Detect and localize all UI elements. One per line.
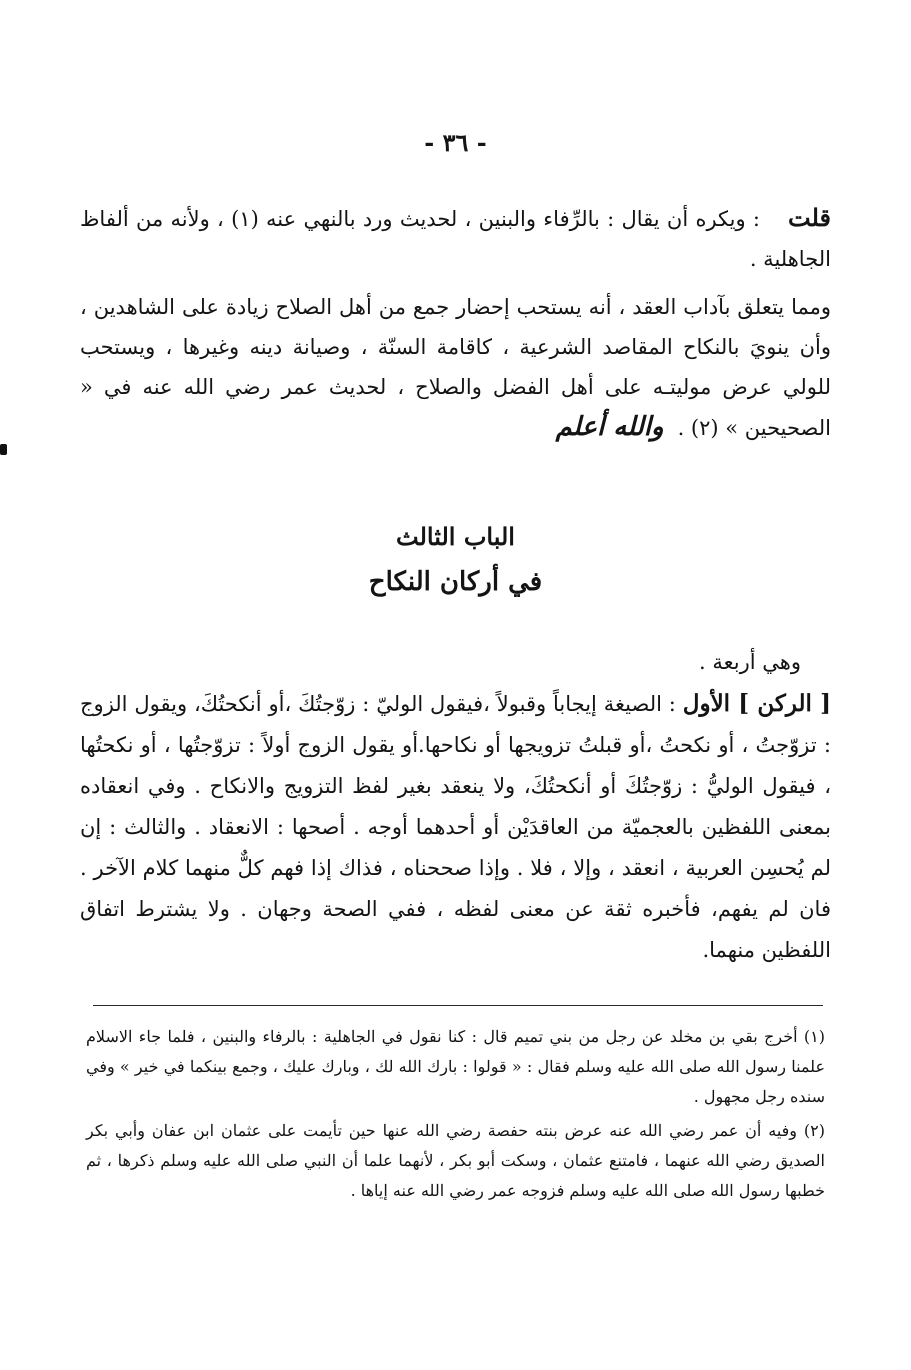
closing-phrase: والله أعلم (555, 412, 664, 442)
chapter-subtitle: في أركان النكاح (368, 567, 543, 597)
paragraph-text: : ويكره أن يقال : بالرِّفاء والبنين ، لحديث ورد بالنهي عنه (١) ، ولأنه من ألفاظ الجاهلية . (80, 207, 831, 271)
margin-mark (0, 444, 7, 455)
pillar-text: : الصيغة إيجاباً وقبولاً ،فيقول الوليّ : زوّجتُكَ ،أو أنكحتُكَ، ويقول الزوج : تزوّجتُ ، أو نكحتُ ،أو قبلتُ تزويجها أو نكاحها.أو يقول الزوج أولاً : تزوّجتُها ، أو نكحتُها ، فيقول الوليُّ : زوّجتُكَ أو أنكحتُكَ، ولا ينعقد بغير لفظ التزويج والانكاح . وفي انعقاده بمعنى اللفظين بالعجميّة من العاقدَيْن أو أحدهما أوجه . أصحها : الانعقاد . والثالث : إن لم يُحسِن العربية ، انعقد ، وإلا ، فلا . وإذا صححناه ، فذاك إذا فهم كلٌّ منهما كلام الآخر . فان لم يفهم، فأخبره ثقة عن معنى لفظه ، ففي الصحة وجهان . ولا يشترط اتفاق اللفظين منهما. (80, 692, 831, 962)
paragraph-contract-etiquette (80, 287, 831, 448)
paragraph-text: ومما يتعلق بآداب العقد ، أنه يستحب إحضار جمع من أهل الصلاح زيادة على الشاهدين ، وأن ينويَ بالنكاح المقاصد الشرعية ، كاقامة السنّة ، وصيانة دينه وغيرها ، ويستحب للولي عرض موليتـه على أهل الفضل والصلاح ، لحديث عمر رضي الله عنه في « الصحيحين » (٢) . (80, 295, 831, 440)
page-number: - ٣٦ - (424, 128, 487, 157)
pillar-heading: [ الركن ] الأول (682, 690, 831, 717)
main-text (80, 198, 831, 448)
section-intro: وهي أربعة . (699, 650, 801, 674)
chapter-title: الباب الثالث (396, 522, 515, 551)
lead-word: قلت (788, 203, 831, 232)
footnote-separator (93, 1005, 823, 1006)
paragraph-qultu (80, 198, 831, 279)
footnote-1: (١) أخرج بقي بن مخلد عن رجل من بني تميم قال : كنا نقول في الجاهلية : بالرفاء والبنين ، فلما جاء الاسلام علمنا رسول الله صلى الله عليه وسلم فقال : « قولوا : بارك الله لك ، وبارك عليك ، وجمع بينكما في خير » وفي سنده رجل مجهول . (86, 1027, 825, 1106)
footnote-2: (٢) وفيه أن عمر رضي الله عنه عرض بنته حفصة رضي الله عنها حين تأيمت على عثمان ابن عفان وأبي بكر الصديق رضي الله عنهما ، فامتنع عثمان ، وسكت أبو بكر ، لأنهما علما أن النبي صلى الله عليه وسلم ذكرها ، ثم خطبها رسول الله صلى الله عليه وسلم فزوجه عمر رضي الله عنه إياها . (86, 1121, 825, 1200)
footnotes (86, 1022, 825, 1206)
first-pillar-paragraph (80, 683, 831, 971)
section-text (80, 642, 831, 971)
